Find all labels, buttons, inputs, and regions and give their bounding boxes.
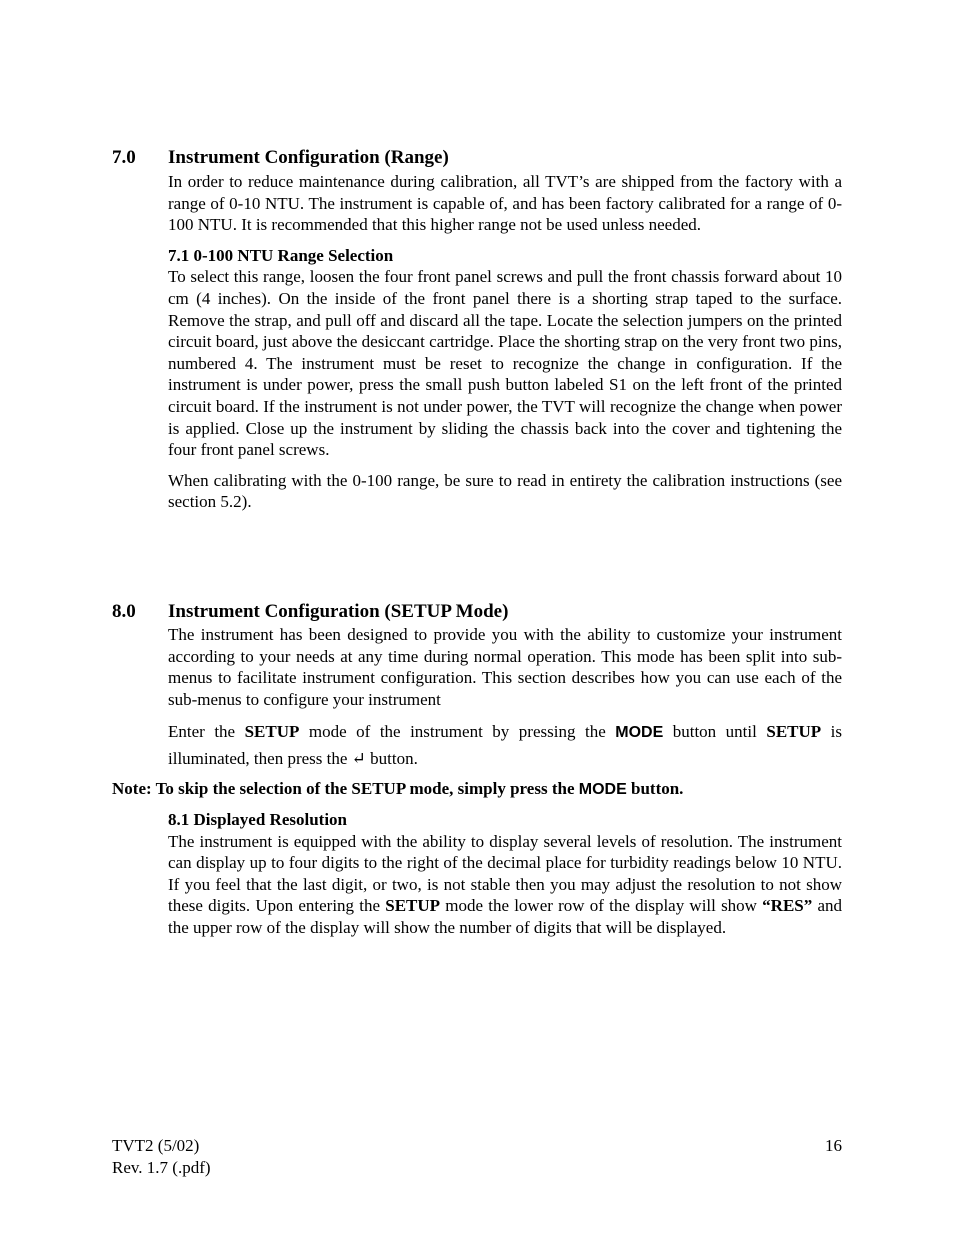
enter-text-5: button. <box>365 749 418 769</box>
section-7-paragraph: In order to reduce maintenance during calibration, all TVT’s are shipped from the factory with a range of 0-10 NTU. The instrument is capable of, and has been factory calibrated for a range of 0-100 NTU. It is recommended that this higher range not be used unless needed. <box>168 172 842 235</box>
section-8-paragraph: The instrument has been designed to provide you with the ability to customize your instrument according to your needs at any time during normal operation. This mode has been split into sub-menus to facilitate instrument configuration. This section describes how you can use each of the sub-menus to configure your instrument <box>168 625 842 709</box>
footer-doc-id: TVT2 (5/02) <box>112 1136 200 1155</box>
setup-keyword-2: SETUP <box>766 722 822 742</box>
subsection-8-1-title: 8.1 Displayed Resolution <box>168 810 347 829</box>
enter-setup-paragraph <box>168 719 842 772</box>
enter-text-4: is illuminated, then press the <box>168 722 842 769</box>
section-8-body <box>168 624 842 772</box>
section-8-heading <box>0 600 954 624</box>
setup-keyword: SETUP <box>244 722 300 742</box>
res-text-2: mode the lower row of the display will show <box>440 896 763 916</box>
enter-text-3: button until <box>663 722 767 742</box>
section-7-number: 7.0 <box>112 147 136 168</box>
note-line <box>112 778 683 801</box>
enter-key-icon: ↵ <box>351 749 366 769</box>
section-8-title: Instrument Configuration (SETUP Mode) <box>168 601 509 622</box>
mode-button-label: MODE <box>615 724 664 742</box>
res-keyword: “RES” <box>762 896 813 916</box>
res-text-3: and the upper row of the display will show the number of digits that will be displayed. <box>168 896 843 937</box>
section-8-number: 8.0 <box>112 601 136 622</box>
subsection-7-1-paragraph-2: When calibrating with the 0-100 range, be sure to read in entirety the calibration instructions (see section 5.2). <box>168 470 842 512</box>
note-text-2: button. <box>626 779 684 798</box>
section-7-title: Instrument Configuration (Range) <box>168 147 449 168</box>
note-text-1: Note: To skip the selection of the SETUP mode, simply press the <box>112 779 579 798</box>
subsection-7-1-paragraph-1: To select this range, loosen the four front panel screws and pull the front chassis forward about 10 cm (4 inches). On the inside of the front panel there is a shorting strap taped to the surface. Remove the strap, and pull off and discard all the tape. Locate the selection jumpers on the printed circuit board, just above the desiccant cartridge. Place the shorting strap on the very front two pins, numbered 4. The instrument must be reset to recognize the change in configuration. If the instrument is under power, press the small push button labeled S1 on the left front of the printed circuit board. If the instrument is not under power, the TVT will recognize the change when power is applied. Close up the instrument by sliding the chassis back into the cover and tightening the four front panel screws. <box>168 267 842 460</box>
res-text-1: The instrument is equipped with the ability to display several levels of resolution. The instrument can display up to four digits to the right of the decimal place for turbidity readings below 10 NTU. If you feel that the last digit, or two, is not stable then you may adjust the resolution to not show these digits. Upon entering the <box>168 831 842 916</box>
enter-text-2: mode of the instrument by pressing the <box>299 722 616 742</box>
subsection-8-1-paragraph <box>168 831 842 939</box>
footer-revision: Rev. 1.7 (.pdf) <box>112 1158 211 1177</box>
section-7-body <box>168 171 842 513</box>
page-number: 16 <box>825 1136 842 1155</box>
enter-text-1: Enter the <box>168 722 245 742</box>
section-7-heading <box>0 146 954 170</box>
subsection-8-1 <box>168 809 842 939</box>
setup-keyword-3: SETUP <box>385 896 441 916</box>
subsection-7-1-title: 7.1 0-100 NTU Range Selection <box>168 245 394 265</box>
note-mode-label: MODE <box>578 781 627 798</box>
footer-left <box>112 1135 211 1179</box>
